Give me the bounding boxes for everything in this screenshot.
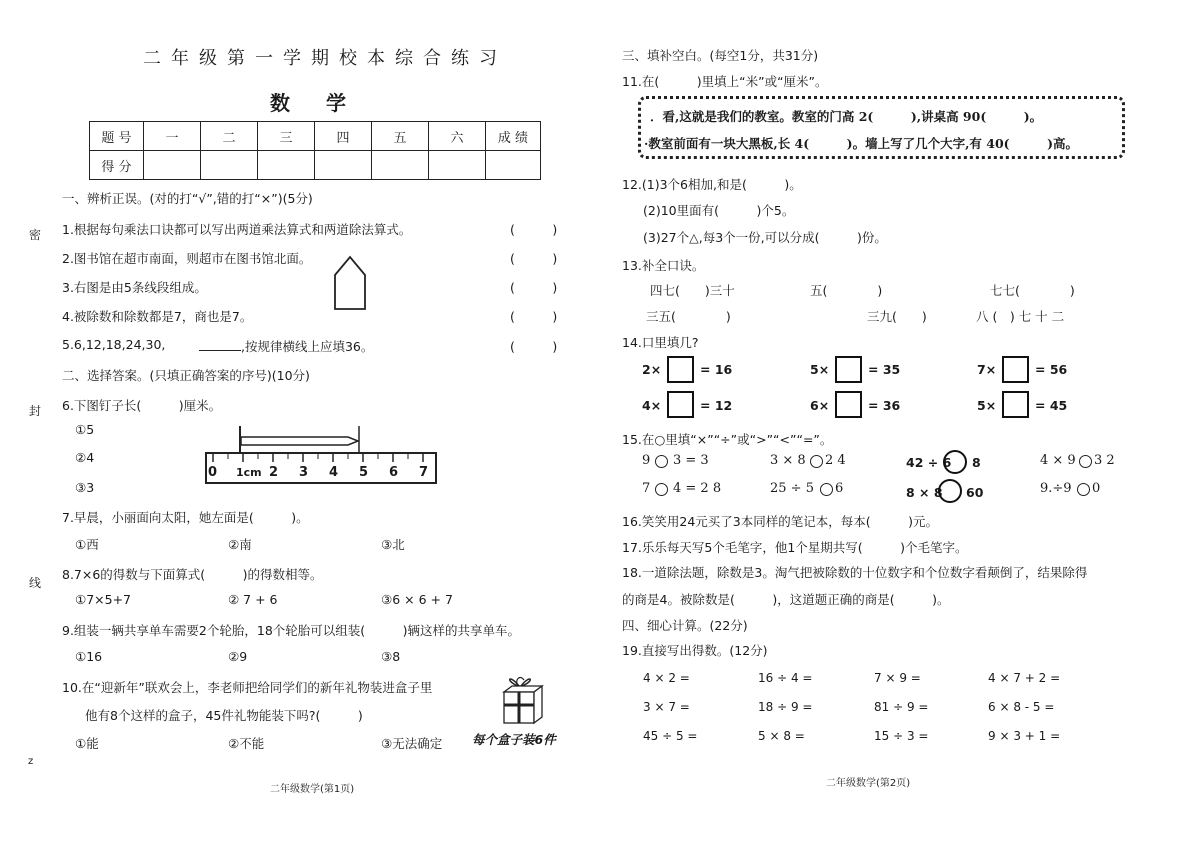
answer-paren[interactable]: ( ) [510, 280, 558, 295]
equation-left: 7× [977, 362, 997, 377]
pentagon-figure [333, 255, 367, 311]
page-footer-2: 二年级数学(第2页) [826, 778, 911, 789]
calc-item: 5 × 8 = [758, 729, 805, 743]
equation-right: = 12 [700, 398, 733, 413]
ruler-label: 2 [269, 465, 279, 480]
answer-paren[interactable]: ( ) [510, 222, 558, 237]
section-1-header: 一、辨析正误。(对的打“√”,错的打“×”)(5分) [62, 191, 313, 206]
option[interactable]: ②9 [228, 649, 248, 664]
score-table-header: 题 号 [90, 122, 144, 151]
question-13: 13.补全口诀。 [622, 258, 705, 273]
score-table-header: 一 [144, 122, 201, 151]
compare-right: 2 4 [825, 453, 846, 468]
calc-item: 16 ÷ 4 = [758, 671, 813, 685]
compare-right: 8 [972, 455, 981, 470]
compare-circle[interactable] [655, 483, 668, 496]
compare-right: 60 [966, 485, 984, 500]
gift-box-icon [496, 672, 546, 726]
equation-right: = 36 [868, 398, 901, 413]
compare-right: 3 2 [1094, 453, 1115, 468]
ruler [205, 452, 437, 484]
option[interactable]: ①7×5+7 [75, 592, 132, 607]
calc-item: 81 ÷ 9 = [874, 700, 929, 714]
equation-right: = 16 [700, 362, 733, 377]
compare-circle[interactable] [1079, 455, 1092, 468]
option[interactable]: ②南 [228, 537, 252, 552]
gift-caption: 每个盒子装6件 [472, 732, 556, 747]
compare-right: 0 [1092, 481, 1101, 496]
question-3: 3.右图是由5条线段组成。 [62, 280, 207, 295]
option[interactable]: ②4 [75, 450, 95, 465]
calc-item: 3 × 7 = [643, 700, 690, 714]
score-cell[interactable] [372, 151, 429, 180]
ruler-label: 5 [359, 465, 369, 480]
score-cell[interactable] [429, 151, 486, 180]
question-11: 11.在( )里填上“米”或“厘米”。 [622, 74, 828, 89]
option[interactable]: ③3 [75, 480, 95, 495]
margin-char-line: 线 [29, 576, 42, 590]
score-table-header: 二 [201, 122, 258, 151]
section-2-header: 二、选择答案。(只填正确答案的序号)(10分) [62, 368, 310, 383]
compare-circle[interactable] [938, 479, 962, 503]
option[interactable]: ①16 [75, 649, 103, 664]
mnemonic-item: 四七( )三十 [650, 283, 735, 298]
margin-char-seal: 密 [29, 228, 42, 242]
question-5-tail: ,按规律横线上应填36。 [241, 339, 374, 354]
answer-box[interactable] [1002, 391, 1029, 418]
answer-paren[interactable]: ( ) [510, 309, 558, 324]
question-12: 12.(1)3个6相加,和是( )。 [622, 177, 802, 192]
compare-right: 3 = 3 [673, 453, 709, 468]
compare-circle[interactable] [1077, 483, 1090, 496]
question-9: 9.组装一辆共享单车需要2个轮胎，18个轮胎可以组装( )辆这样的共享单车。 [62, 623, 521, 638]
option[interactable]: ①西 [75, 537, 99, 552]
option[interactable]: ①能 [75, 736, 99, 751]
score-table-header: 五 [372, 122, 429, 151]
score-table-header: 四 [315, 122, 372, 151]
dialogue-line-2: ·教室前面有一块大黑板,长 4( )。墙上写了几个大字,有 40( )高。 [644, 136, 1079, 151]
equation-right: = 45 [1035, 398, 1068, 413]
equation-right: = 35 [868, 362, 901, 377]
compare-left: 9.÷9 [1040, 481, 1072, 496]
ruler-label: 0 [208, 465, 218, 480]
score-cell[interactable] [486, 151, 541, 180]
question-7: 7.早晨，小丽面向太阳，她左面是( )。 [62, 510, 309, 525]
score-cell[interactable] [258, 151, 315, 180]
question-16: 16.笑笑用24元买了3本同样的笔记本，每本( )元。 [622, 514, 938, 529]
compare-left: 25 ÷ 5 [770, 481, 814, 496]
compare-circle[interactable] [655, 455, 668, 468]
equation-left: 4× [642, 398, 662, 413]
calc-item: 4 × 2 = [643, 671, 690, 685]
equation-right: = 56 [1035, 362, 1068, 377]
mnemonic-item: 七七( ) [990, 283, 1075, 298]
option[interactable]: ③无法确定 [381, 736, 443, 751]
page-footer-1: 二年级数学(第1页) [270, 784, 355, 795]
calc-item: 4 × 7 + 2 = [988, 671, 1061, 685]
equation-left: 6× [810, 398, 830, 413]
answer-box[interactable] [1002, 356, 1029, 383]
answer-box[interactable] [667, 391, 694, 418]
ruler-label: 4 [329, 465, 339, 480]
ruler-label: 6 [389, 465, 399, 480]
mnemonic-item: 三九( ) [867, 309, 927, 324]
question-6: 6.下图钉子长( )厘米。 [62, 398, 222, 413]
calc-item: 15 ÷ 3 = [874, 729, 929, 743]
score-table-header: 成 绩 [486, 122, 541, 151]
score-table [89, 121, 541, 180]
equation-left: 5× [977, 398, 997, 413]
score-row-label: 得 分 [90, 151, 144, 180]
calc-item: 7 × 9 = [874, 671, 921, 685]
option[interactable]: ①5 [75, 422, 95, 437]
question-10: 10.在“迎新年”联欢会上，李老师把给同学们的新年礼物装进盒子里 [62, 680, 433, 695]
section-3-header: 三、填补空白。(每空1分，共31分) [622, 48, 819, 63]
margin-char-seal: 封 [29, 404, 42, 418]
answer-paren[interactable]: ( ) [510, 339, 558, 354]
mnemonic-item: 三五( ) [646, 309, 731, 324]
compare-left: 42 ÷ 6 [906, 455, 952, 470]
calc-item: 18 ÷ 9 = [758, 700, 813, 714]
question-19: 19.直接写出得数。(12分) [622, 643, 768, 658]
ruler-label: 3 [299, 465, 309, 480]
question-10-line2: 他有8个这样的盒子，45件礼物能装下吗?( ) [85, 708, 363, 723]
score-table-header: 三 [258, 122, 315, 151]
score-table-header: 六 [429, 122, 486, 151]
ruler-label: 1cm [236, 466, 262, 479]
margin-char: z [28, 756, 34, 767]
calc-item: 6 × 8 - 5 = [988, 700, 1055, 714]
score-cell[interactable] [201, 151, 258, 180]
question-15: 15.在○里填“×”“÷”或“>”“<”“=”。 [622, 432, 833, 447]
question-8: 8.7×6的得数与下面算式( )的得数相等。 [62, 567, 323, 582]
compare-left: 7 [642, 481, 651, 496]
question-14: 14.口里填几? [622, 335, 699, 350]
question-4: 4.被除数和除数都是7，商也是7。 [62, 309, 253, 324]
option[interactable]: ③8 [381, 649, 401, 664]
calc-item: 9 × 3 + 1 = [988, 729, 1061, 743]
mnemonic-item: 八 ( ) 七 十 二 [976, 309, 1065, 324]
question-18-line2: 的商是4。被除数是( )，这道题正确的商是( )。 [622, 592, 950, 607]
section-4-header: 四、细心计算。(22分) [622, 618, 748, 633]
dialogue-line-1: ．看,这就是我们的教室。教室的门高 2( ),讲桌高 90( )。 [650, 109, 1043, 124]
compare-right: 4 = 2 8 [673, 481, 722, 496]
compare-circle[interactable] [943, 450, 967, 474]
equation-left: 2× [642, 362, 662, 377]
compare-circle[interactable] [810, 455, 823, 468]
blank-line[interactable] [199, 350, 241, 351]
calc-item: 45 ÷ 5 = [643, 729, 698, 743]
option[interactable]: ③6 × 6 + 7 [381, 592, 453, 607]
score-cell[interactable] [315, 151, 372, 180]
page-title: 二年级第一学期校本综合练习 [143, 48, 507, 69]
compare-circle[interactable] [820, 483, 833, 496]
answer-box[interactable] [835, 356, 862, 383]
option[interactable]: ② 7 + 6 [228, 592, 278, 607]
question-5: 5.6,12,18,24,30, [62, 337, 166, 352]
question-2: 2.图书馆在超市南面，则超市在图书馆北面。 [62, 251, 312, 266]
subject-title: 数 学 [270, 91, 354, 115]
compare-left: 8 × 8 [906, 485, 943, 500]
question-18: 18.一道除法题，除数是3。淘气把被除数的十位数字和个位数字看颠倒了，结果除得 [622, 565, 1088, 580]
compare-right: 6 [835, 481, 844, 496]
question-12-3: (3)27个△,每3个一份,可以分成( )份。 [643, 230, 887, 245]
answer-box[interactable] [835, 391, 862, 418]
compare-left: 9 [642, 453, 651, 468]
option[interactable]: ③北 [381, 537, 405, 552]
mnemonic-item: 五( ) [810, 283, 883, 298]
compare-left: 3 × 8 [770, 453, 806, 468]
question-12-2: (2)10里面有( )个5。 [643, 203, 795, 218]
ruler-label: 7 [419, 465, 429, 480]
option[interactable]: ②不能 [228, 736, 265, 751]
question-1: 1.根据每句乘法口诀都可以写出两道乘法算式和两道除法算式。 [62, 222, 412, 237]
compare-left: 4 × 9 [1040, 453, 1076, 468]
score-cell[interactable] [144, 151, 201, 180]
answer-paren[interactable]: ( ) [510, 251, 558, 266]
answer-box[interactable] [667, 356, 694, 383]
question-17: 17.乐乐每天写5个毛笔字，他1个星期共写( )个毛笔字。 [622, 540, 968, 555]
equation-left: 5× [810, 362, 830, 377]
